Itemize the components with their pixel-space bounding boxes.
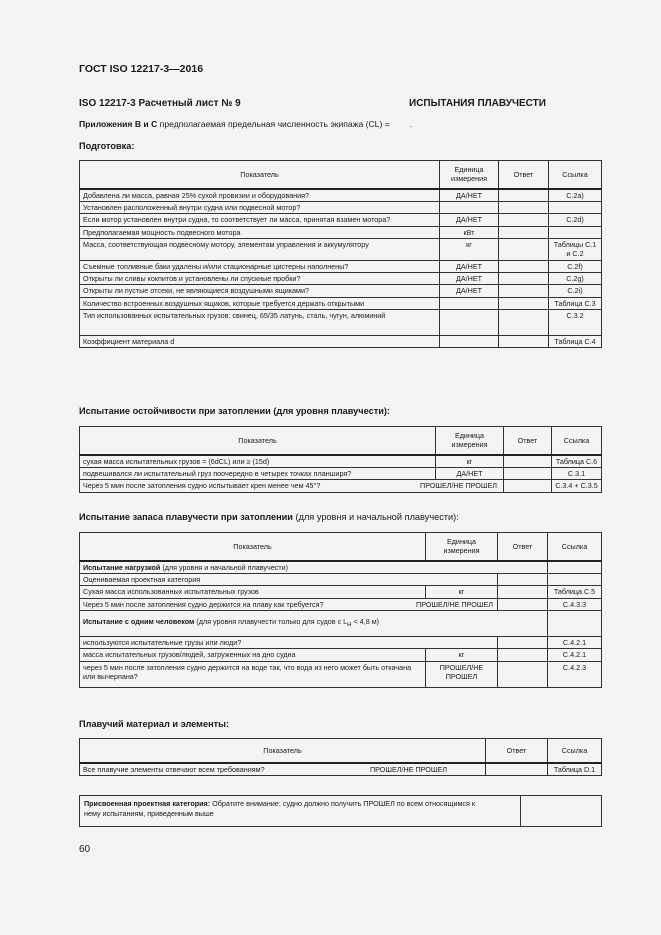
stability-table [79, 426, 602, 493]
page-number: 60 [79, 844, 91, 855]
unit-cell: ПРОШЕЛ/НЕ ПРОШЕЛ [426, 661, 498, 687]
unit-cell: кг [436, 455, 504, 468]
group-label-tail: < 4,8 м) [351, 616, 380, 626]
answer-cell[interactable] [499, 189, 549, 202]
answer-cell[interactable] [499, 238, 549, 260]
prep-table [79, 160, 602, 348]
indicator-cell: Коэффициент материала d [80, 336, 440, 348]
reference-cell: С.3.1 [552, 467, 602, 479]
col-header: Ссылка [549, 161, 602, 189]
unit-cell: ДА/НЕТ [440, 273, 499, 285]
indicator-cell: Оцениваемая проектная категория [80, 573, 498, 585]
table-row [80, 573, 602, 585]
stability-title: Испытание остойчивости при затоплении (для уровня плавучести): [79, 406, 390, 416]
answer-cell[interactable] [499, 260, 549, 272]
table-row [80, 226, 602, 238]
reference-cell: С.3.2 [549, 310, 602, 336]
answer-cell[interactable] [498, 573, 548, 585]
group-label-subscript: H [347, 622, 352, 629]
answer-cell[interactable] [504, 467, 552, 479]
reference-cell: С.4.2.1 [548, 649, 602, 661]
unit-cell: ДА/НЕТ [436, 467, 504, 479]
indicator-cell: Открыты ли сливы кокпитов и установлены ли спускные пробки? [80, 273, 440, 285]
indicator-cell: Если мотор установлен внутри судна, то соответствует ли масса, принятая взамен мотора? [80, 214, 440, 226]
col-header: Ответ [486, 739, 548, 763]
reference-cell [549, 226, 602, 238]
table-row [80, 480, 602, 492]
group-label [80, 561, 548, 574]
group-header-row [80, 610, 602, 636]
col-header: Показатель [80, 427, 436, 455]
reserve-title-rest: (для уровня и начальной плавучести): [292, 512, 459, 522]
answer-cell[interactable] [499, 226, 549, 238]
answer-cell[interactable] [499, 297, 549, 309]
col-header: Единица измерения [440, 161, 499, 189]
reference-cell: С.2f) [549, 260, 602, 272]
group-label-bold: Испытание нагрузкой [83, 562, 161, 572]
answer-cell[interactable] [499, 310, 549, 336]
table-row [80, 763, 602, 776]
unit-cell: кг [426, 586, 498, 598]
answer-cell[interactable] [498, 636, 548, 648]
verdict-options: ПРОШЕЛ/НЕ ПРОШЕЛ [416, 599, 493, 609]
answer-cell[interactable] [498, 661, 548, 687]
answer-divider [520, 796, 521, 826]
indicator-cell [80, 480, 504, 492]
group-label-rest: (для уровня и начальной плавучести) [160, 562, 289, 572]
unit-cell [440, 310, 499, 336]
col-header: Показатель [80, 533, 426, 561]
indicator-cell: Сухая масса использованных испытательных грузов [80, 586, 426, 598]
table-row [80, 238, 602, 260]
table-row [80, 201, 602, 213]
indicator-cell: Установлен расположенный внутри судна или подвесной мотор? [80, 201, 440, 213]
table-row [80, 586, 602, 598]
verdict-options: ПРОШЕЛ/НЕ ПРОШЕЛ [420, 481, 497, 491]
indicator-text: Через 5 мин после затопления судно держится на плаву как требуется? [83, 599, 324, 609]
prep-title: Подготовка: [79, 141, 135, 151]
unit-cell: кВт [440, 226, 499, 238]
table-row [80, 636, 602, 648]
reference-cell: С.2d) [549, 214, 602, 226]
assigned-category-note: Обратите внимание: судно должно получить ПРОШЕЛ по всем относящимся к нему испытаниям, приведенным выше [84, 799, 476, 819]
indicator-cell: Предполагаемая мощность подвесного мотора [80, 226, 440, 238]
reference-cell [549, 201, 602, 213]
col-header: Ссылка [548, 533, 602, 561]
table-row [80, 661, 602, 687]
answer-cell[interactable] [498, 649, 548, 661]
reserve-title-bold: Испытание запаса плавучести при затоплении [79, 512, 293, 522]
document-code: ГОСТ ISO 12217-3—2016 [79, 63, 204, 75]
reference-cell: Таблица С.5 [548, 586, 602, 598]
reference-cell: С.2i) [549, 285, 602, 297]
indicator-cell: Масса, соответствующая подвесному мотору, элементам управления и аккумулятору [80, 238, 440, 260]
group-label-bold: Испытание с одним человеком [83, 616, 195, 626]
table-row [80, 336, 602, 348]
table-header-row [80, 739, 602, 763]
table-row [80, 310, 602, 336]
verdict-options: ПРОШЕЛ/НЕ ПРОШЕЛ [370, 764, 447, 774]
reference-cell: С.4.2.1 [548, 636, 602, 648]
col-header: Ответ [504, 427, 552, 455]
appendix-bold: Приложения В и С [79, 119, 158, 129]
reference-cell: С.2a) [549, 189, 602, 202]
reference-cell: Таблицы С.1 и С.2 [549, 238, 602, 260]
unit-cell: ДА/НЕТ [440, 214, 499, 226]
unit-cell: кг [426, 649, 498, 661]
unit-cell: ДА/НЕТ [440, 285, 499, 297]
table-row [80, 189, 602, 202]
indicator-cell: подвешивался ли испытательный груз поочередно в четырех точках планширя? [80, 467, 436, 479]
indicator-cell [80, 598, 498, 610]
appendix-line [79, 119, 412, 129]
reserve-table [79, 532, 602, 688]
answer-cell[interactable] [504, 455, 552, 468]
col-header: Единица измерения [426, 533, 498, 561]
sheet-title: ISO 12217-3 Расчетный лист № 9 [79, 98, 241, 109]
col-header: Единица измерения [436, 427, 504, 455]
answer-cell[interactable] [499, 214, 549, 226]
answer-cell[interactable] [499, 201, 549, 213]
indicator-text: Все плавучие элементы отвечают всем требованиям? [83, 764, 265, 774]
table-row [80, 455, 602, 468]
reference-cell: С.4.2.3 [548, 661, 602, 687]
reference-cell: С.2g) [549, 273, 602, 285]
reference-cell [548, 573, 602, 585]
appendix-dot: . [409, 119, 413, 129]
indicator-text: Через 5 мин после затопления судно испытывает крен менее чем 45°? [83, 481, 321, 491]
reference-cell [548, 561, 602, 574]
material-table [79, 738, 602, 776]
table-row [80, 285, 602, 297]
answer-cell[interactable] [499, 336, 549, 348]
material-title: Плавучий материал и элементы: [79, 719, 230, 729]
col-header: Ответ [499, 161, 549, 189]
indicator-cell: Тип использованных испытательных грузов: свинец, 65/35 латунь, сталь, чугун, алюминий [80, 310, 440, 336]
reserve-title [79, 512, 459, 522]
col-header: Ссылка [552, 427, 602, 455]
indicator-cell: Добавлена ли масса, равная 25% сухой провизии и оборудования? [80, 189, 440, 202]
col-header: Ссылка [548, 739, 602, 763]
col-header: Ответ [498, 533, 548, 561]
assigned-category-text [84, 799, 484, 820]
table-row [80, 467, 602, 479]
table-row [80, 214, 602, 226]
table-row [80, 598, 602, 610]
table-row [80, 260, 602, 272]
appendix-rest: предполагаемая предельная численность экипажа (CL) = [157, 119, 390, 129]
col-header: Показатель [80, 739, 486, 763]
unit-cell: ДА/НЕТ [440, 189, 499, 202]
col-header: Показатель [80, 161, 440, 189]
indicator-cell: Количество встроенных воздушных ящиков, которые требуется держать открытыми [80, 297, 440, 309]
reference-cell: Таблица С.4 [549, 336, 602, 348]
reference-cell: Таблица С.6 [552, 455, 602, 468]
group-label-rest: (для уровня плавучести только для судов с L [194, 616, 348, 626]
answer-cell[interactable] [504, 480, 552, 492]
unit-cell [440, 336, 499, 348]
indicator-cell: через 5 мин после затопления судно держится на воде так, что вода из него может быть откачана или вычерпана? [80, 661, 426, 687]
indicator-cell: используются испытательные грузы или люди? [80, 636, 498, 648]
reference-cell: Таблица С.3 [549, 297, 602, 309]
unit-cell: ДА/НЕТ [440, 260, 499, 272]
answer-cell[interactable] [498, 598, 548, 610]
indicator-cell: сухая масса испытательных грузов = (6dCL) или ≥ (15d) [80, 455, 436, 468]
answer-cell[interactable] [486, 763, 548, 776]
answer-cell[interactable] [499, 285, 549, 297]
test-title: ИСПЫТАНИЯ ПЛАВУЧЕСТИ [409, 98, 546, 109]
assigned-category-label: Присвоенная проектная категория: [84, 799, 211, 808]
reference-cell: С.4.3.3 [548, 598, 602, 610]
unit-cell [440, 201, 499, 213]
group-label [80, 610, 548, 636]
table-row [80, 273, 602, 285]
answer-cell[interactable] [498, 586, 548, 598]
group-header-row [80, 561, 602, 574]
table-header-row [80, 427, 602, 455]
reference-cell: Таблица D.1 [548, 763, 602, 776]
reference-cell [548, 610, 602, 636]
table-row [80, 649, 602, 661]
indicator-cell: Открыты ли пустые отсеки, не являющиеся воздушными ящиками? [80, 285, 440, 297]
unit-cell [440, 297, 499, 309]
unit-cell: кг [440, 238, 499, 260]
table-header-row [80, 533, 602, 561]
answer-cell[interactable] [499, 273, 549, 285]
indicator-cell: масса испытательных грузов/людей, загруженных на дно судна [80, 649, 426, 661]
reference-cell: С.3.4 + С.3.5 [552, 480, 602, 492]
indicator-cell [80, 763, 486, 776]
table-row [80, 297, 602, 309]
assigned-category-box [79, 795, 602, 827]
table-header-row [80, 161, 602, 189]
indicator-cell: Съемные топливные баки удалены и/или стационарные цистерны наполнены? [80, 260, 440, 272]
